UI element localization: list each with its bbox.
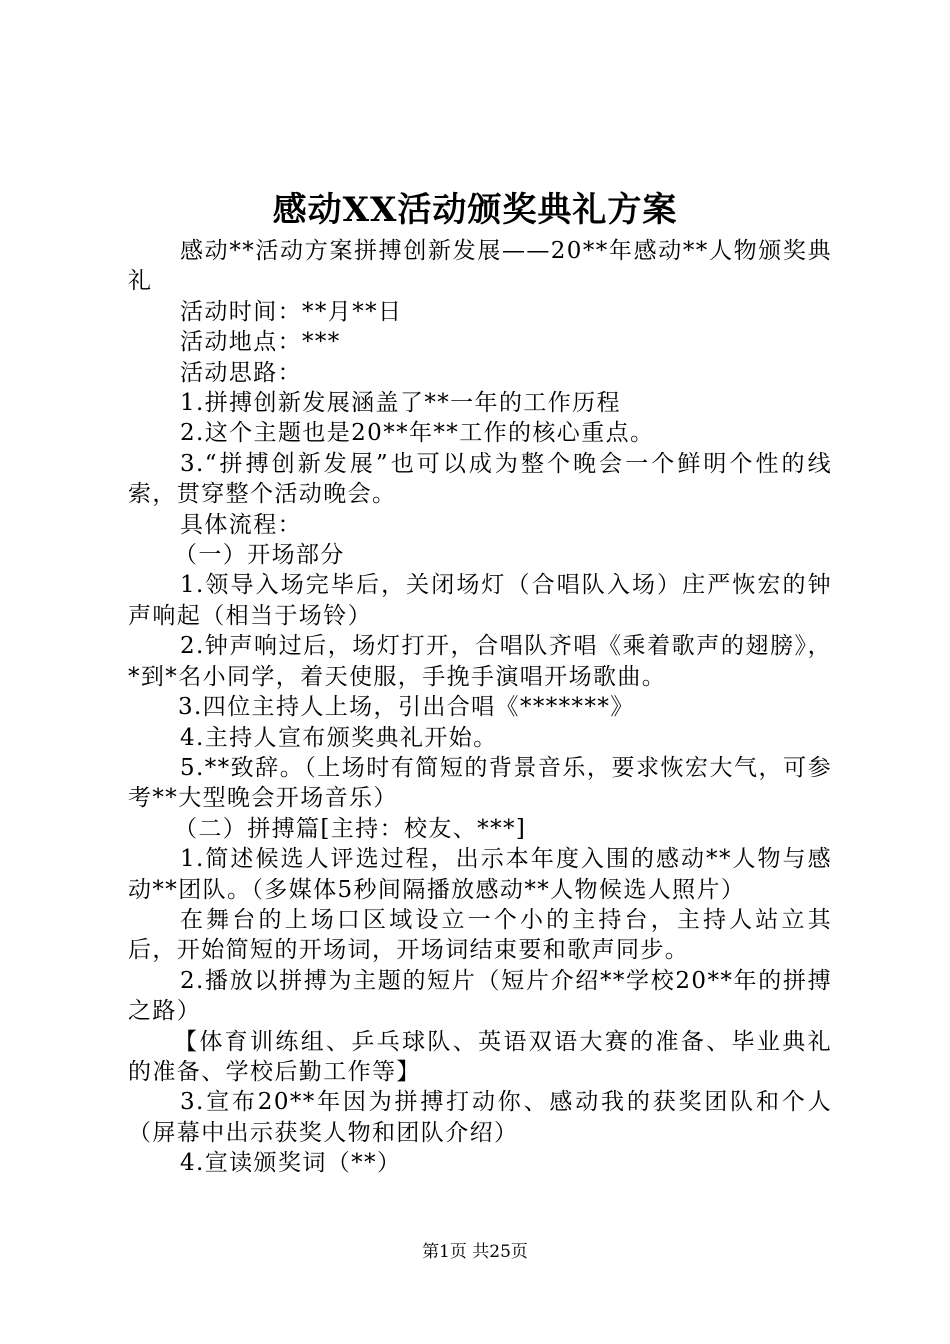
opening-item-1: 1.领导入场完毕后，关闭场灯（合唱队入场）庄严恢宏的钟声响起（相当于场铃） bbox=[128, 572, 832, 629]
opening-item-5: 5.**致辞。（上场时有简短的背景音乐，要求恢宏大气，可参考**大型晚会开场音乐） bbox=[128, 754, 832, 812]
idea-item-3: 3.“拼搏创新发展”也可以成为整个晚会一个鲜明个性的线索，贯穿整个活动晚会。 bbox=[128, 450, 832, 508]
opening-item-2: 2.钟声响过后，场灯打开，合唱队齐唱《乘着歌声的翅膀》，*到*名小同学，着天使服，手挽手演唱开场歌曲。 bbox=[128, 633, 832, 690]
opening-item-3: 3.四位主持人上场，引出合唱《*******》 bbox=[178, 694, 635, 721]
opening-item-4: 4.主持人宣布颁奖典礼开始。 bbox=[180, 724, 498, 751]
activity-time: 活动时间：**月**日 bbox=[180, 298, 403, 325]
process-heading: 具体流程： bbox=[180, 511, 302, 538]
idea-item-2: 2.这个主题也是20**年**工作的核心重点。 bbox=[180, 420, 655, 447]
struggle-bracket-note: 【体育训练组、乒乓球队、英语双语大赛的准备、毕业典礼的准备、学校后勤工作等】 bbox=[128, 1028, 832, 1085]
intro-paragraph: 感动**活动方案拼搏创新发展——20**年感动**人物颁奖典礼 bbox=[128, 238, 832, 295]
activity-idea-heading: 活动思路： bbox=[180, 359, 302, 386]
struggle-item-4: 4.宣读颁奖词（**） bbox=[180, 1150, 402, 1177]
activity-location: 活动地点：*** bbox=[180, 329, 341, 356]
section-opening-heading: （一）开场部分 bbox=[174, 542, 345, 569]
struggle-item-1: 1.简述候选人评选过程，出示本年度入围的感动**人物与感动**团队。（多媒体5秒间隔播放感动**人物候选人照片） bbox=[128, 846, 832, 903]
struggle-stage-note: 在舞台的上场口区域设立一个小的主持台，主持人站立其后，开始简短的开场词，开场词结束要和歌声同步。 bbox=[128, 906, 832, 964]
page-footer: 第1页 共25页 bbox=[422, 1242, 528, 1262]
struggle-item-3: 3.宣布20**年因为拼搏打动你、感动我的获奖团队和个人（屏幕中出示获奖人物和团队介绍） bbox=[128, 1089, 832, 1146]
struggle-item-2: 2.播放以拼搏为主题的短片（短片介绍**学校20**年的拼搏之路） bbox=[128, 967, 832, 1025]
document-body bbox=[128, 236, 832, 1179]
section-struggle-heading: （二）拼搏篇[主持：校友、***] bbox=[174, 815, 527, 842]
document-title: 感动XX活动颁奖典礼方案 bbox=[272, 190, 678, 230]
idea-item-1: 1.拼搏创新发展涵盖了**一年的工作历程 bbox=[180, 390, 621, 417]
